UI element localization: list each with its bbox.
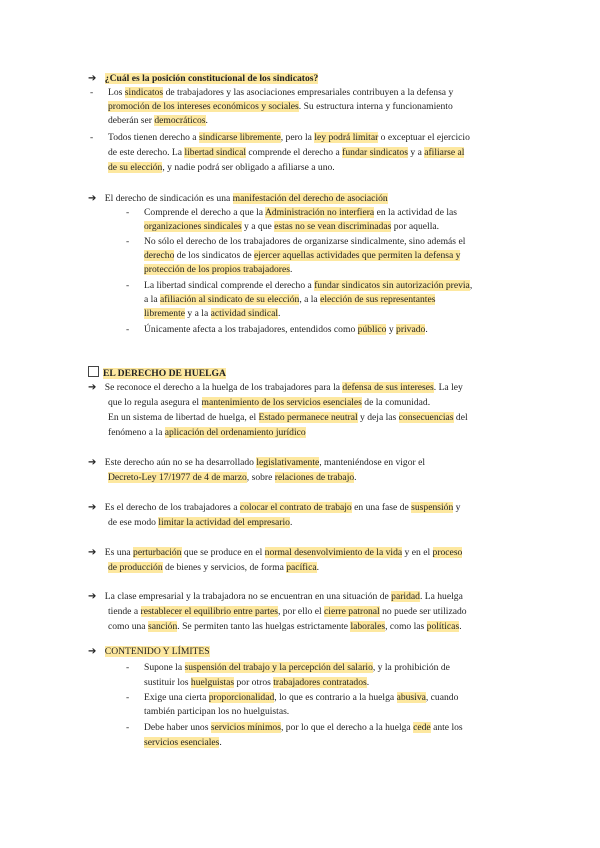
paragraph-line: Los sindicatos de trabajadores y las asociaciones empresariales contribuyen a la defensa y [108,87,454,98]
paragraph-line: deberán ser democráticos. [108,115,208,126]
arrow-icon: ➔ [88,502,97,513]
paragraph-line: En un sistema de libertad de huelga, el Estado permanece neutral y deja las consecuencias del [108,412,468,423]
dash-icon: - [126,280,130,291]
paragraph-line: de producción de bienes y servicios, de forma pacífica. [108,562,320,573]
arrow-icon: ➔ [88,73,97,84]
arrow-icon: ➔ [88,646,97,657]
paragraph-line: de este derecho. La libertad sindical comprende el derecho a fundar sindicatos y a afiliarse al [108,147,465,158]
section-heading-contenido [88,645,210,660]
paragraph-line: fenómeno a la aplicación del ordenamiento jurídico [108,427,306,438]
paragraph-line: de su elección, y nadie podrá ser obligado a afiliarse a uno. [108,162,335,173]
checkbox-icon [88,366,99,377]
dash-icon: - [126,236,130,247]
heading-text: EL DERECHO DE HUELGA [103,368,226,379]
arrow-icon: ➔ [88,457,97,468]
paragraph-line: a la afiliación al sindicato de su elección, a la elección de sus representantes [144,294,436,305]
arrow-icon: ➔ [88,591,97,602]
paragraph-line: derecho de los sindicatos de ejercer aquellas actividades que permiten la defensa y [144,250,461,261]
dash-icon: - [126,692,130,703]
paragraph-line: que lo regula asegura el mantenimiento de los servicios esenciales de la comunidad. [108,397,431,408]
dash-icon: - [126,722,130,733]
paragraph-line: No sólo el derecho de los trabajadores de organizarse sindicalmente, sino además el [144,236,466,247]
paragraph-line: sustituir los huelguistas por otros trabajadores contratados. [144,677,370,688]
paragraph-line: Decreto-Ley 17/1977 de 4 de marzo, sobre relaciones de trabajo. [108,472,357,483]
paragraph-line: Exige una cierta proporcionalidad, lo que es contrario a la huelga abusiva, cuando [144,692,459,703]
dash-icon: - [90,87,94,98]
arrow-paragraph: ➔ Este derecho aún no se ha desarrollado legislativamente, manteniéndose en vigor el [88,457,426,468]
paragraph-line: tiende a restablecer el equilibrio entre partes, por ello el cierre patronal no puede ser utilizado [108,606,467,617]
paragraph-line: promoción de los intereses económicos y sociales. Su estructura interna y funcionamiento [108,101,453,112]
paragraph-line: servicios esenciales. [144,737,222,748]
dash-icon: - [90,132,94,143]
heading-text: ¿Cuál es la posición constitucional de los sindicatos? [104,73,319,84]
dash-icon: - [126,662,130,673]
paragraph-line: organizaciones sindicales y a que estas no se vean discriminadas por aquella. [144,221,440,232]
arrow-paragraph: ➔ Es el derecho de los trabajadores a colocar el contrato de trabajo en una fase de suspensión y [88,502,461,513]
paragraph-line: Debe haber unos servicios mínimos, por lo que el derecho a la huelga cede ante los [144,722,463,733]
paragraph-line: de ese modo limitar la actividad del empresario. [108,517,293,528]
paragraph-line: también participan los no huelguistas. [144,706,290,717]
paragraph-line: Comprende el derecho a que la Administración no interfiera en la actividad de las [144,207,458,218]
heading-text: CONTENIDO Y LÍMITES [104,646,210,657]
paragraph-line: Todos tienen derecho a sindicarse libremente, pero la ley podrá limitar o exceptuar el ejercicio [108,132,470,143]
dash-icon: - [126,324,130,335]
dash-icon: - [126,207,130,218]
paragraph-line: como una sanción. Se permiten tanto las huelgas estrictamente laborales, como las políticas. [108,621,462,632]
section-heading-sindicatos [88,72,318,87]
arrow-paragraph: ➔ La clase empresarial y la trabajadora no se encuentran en una situación de paridad. La huelga [88,591,463,602]
paragraph-line: Supone la suspensión del trabajo y la percepción del salario, y la prohibición de [144,662,450,673]
arrow-icon: ➔ [88,547,97,558]
arrow-paragraph: ➔ El derecho de sindicación es una manifestación del derecho de asociación [88,193,388,204]
arrow-icon: ➔ [88,382,97,393]
paragraph-line: La libertad sindical comprende el derecho a fundar sindicatos sin autorización previa, [144,280,473,291]
arrow-paragraph: ➔ Se reconoce el derecho a la huelga de los trabajadores para la defensa de sus intereses. La ley [88,382,463,393]
section-heading-huelga [88,366,226,382]
arrow-icon: ➔ [88,193,97,204]
paragraph-line: Únicamente afecta a los trabajadores, entendidos como público y privado. [144,324,428,335]
paragraph-line: protección de los propios trabajadores. [144,264,293,275]
arrow-paragraph: ➔ Es una perturbación que se produce en el normal desenvolvimiento de la vida y en el proceso [88,547,463,558]
paragraph-line: libremente y a la actividad sindical. [144,308,281,319]
